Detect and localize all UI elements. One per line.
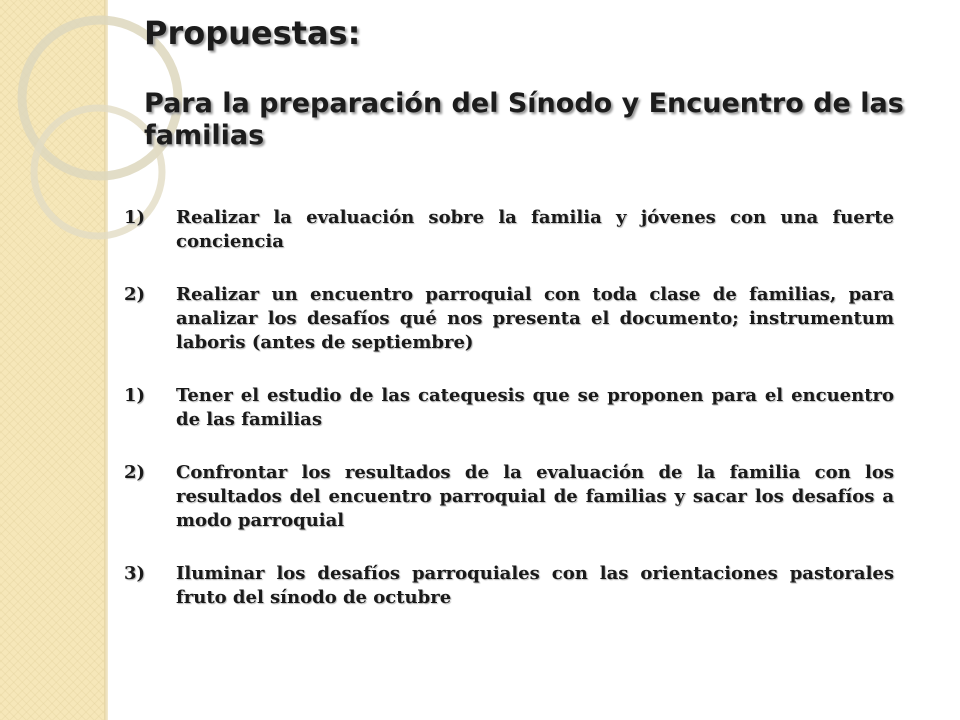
sidebar-panel bbox=[0, 0, 104, 720]
proposal-list bbox=[124, 206, 894, 639]
item-text: Realizar un encuentro parroquial con toda clase de familias, para analizar los desafíos qué nos presenta el documento; instrumentum laboris (antes de septiembre) bbox=[176, 284, 894, 353]
page-title: Propuestas: bbox=[144, 14, 361, 52]
item-number: 2) bbox=[124, 462, 146, 483]
item-text: Confrontar los resultados de la evaluación de la familia con los resultados del encuentro parroquial de familias y sacar los desafíos a modo parroquial bbox=[176, 462, 894, 531]
sidebar-edge bbox=[104, 0, 108, 720]
item-text: Realizar la evaluación sobre la familia y jóvenes con una fuerte conciencia bbox=[176, 207, 894, 252]
item-number: 1) bbox=[124, 207, 146, 228]
list-item bbox=[124, 562, 894, 610]
item-text: Iluminar los desafíos parroquiales con las orientaciones pastorales fruto del sínodo de octubre bbox=[176, 563, 894, 608]
item-text: Tener el estudio de las catequesis que se proponen para el encuentro de las familias bbox=[176, 385, 894, 430]
item-number: 3) bbox=[124, 563, 146, 584]
list-item bbox=[124, 384, 894, 432]
list-item bbox=[124, 283, 894, 355]
item-number: 2) bbox=[124, 284, 146, 305]
list-item bbox=[124, 461, 894, 533]
list-item bbox=[124, 206, 894, 254]
page-subtitle: Para la preparación del Sínodo y Encuentro de las familias bbox=[144, 88, 904, 151]
item-number: 1) bbox=[124, 385, 146, 406]
